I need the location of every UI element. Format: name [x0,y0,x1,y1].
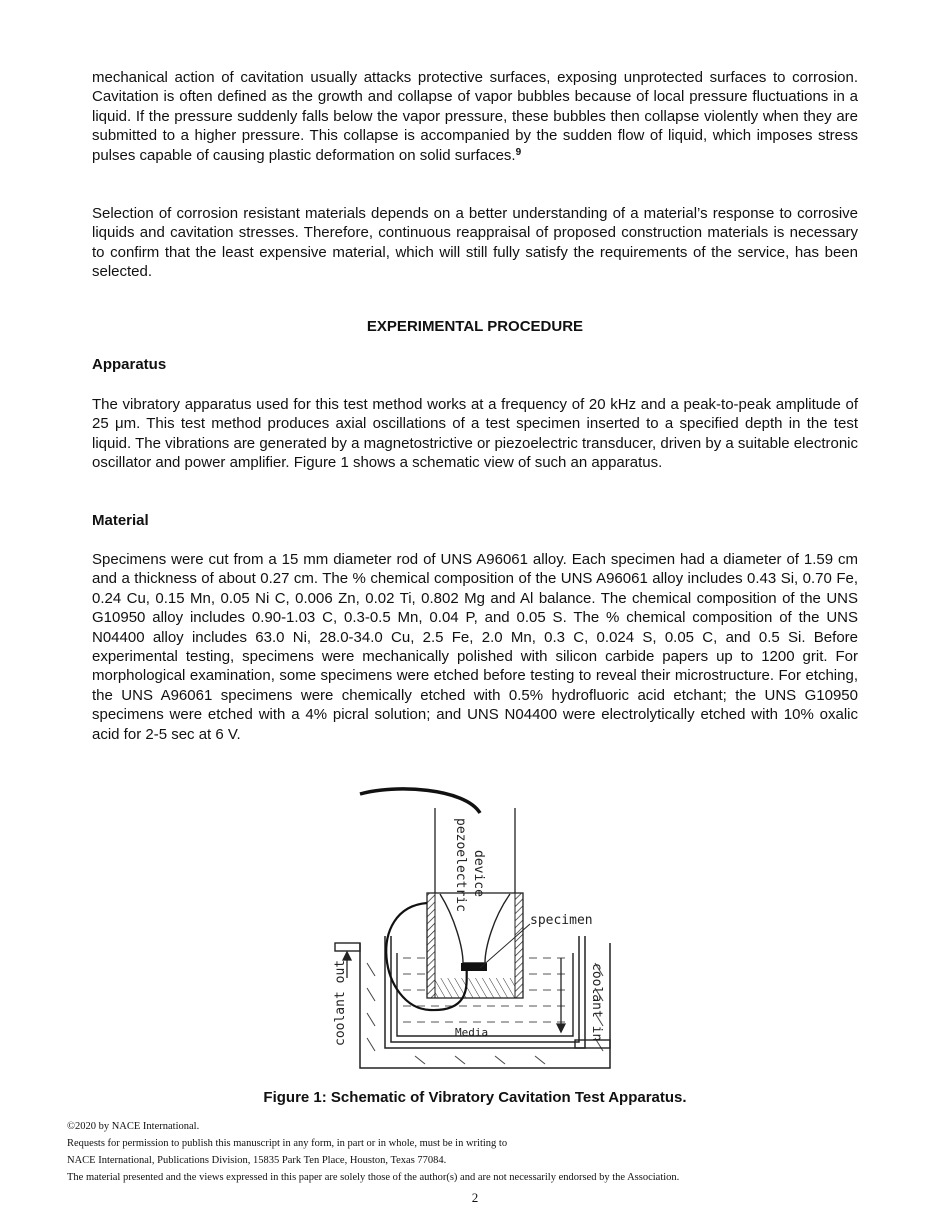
piezoelectric-device [427,808,530,998]
apparatus-heading: Apparatus [92,356,167,373]
reference-superscript: 9 [515,146,522,158]
footer-copyright: ©2020 by NACE International. [67,1121,200,1132]
label-piezoelectric: pezoelectric [453,818,468,912]
figure-caption: Figure 1: Schematic of Vibratory Cavitation Test Apparatus. [263,1089,687,1106]
intro-paragraph-1-text: mechanical action of cavitation usually attacks protective surfaces, exposing unprotected surfaces to corrosion. Cavitation is often defined as the growth and collapse of vapor bubbles because of local pressure fluctuations in a liquid. If the pressure suddenly falls below the vapor pressure, these bubbles then collapse violently when they are submitted to a higher pressure. This collapse is accompanied by the sudden flow of liquid, which imposes stress pulses capable of causing plastic deformation on solid surfaces. [92,69,858,164]
label-specimen: specimen [530,913,593,928]
power-cable [360,789,480,813]
section-title: EXPERIMENTAL PROCEDURE [366,318,584,335]
apparatus-schematic [325,778,625,1078]
apparatus-paragraph: The vibratory apparatus used for this test method works at a frequency of 20 kHz and a peak-to-peak amplitude of 25 μm. This test method produces axial oscillations of a test specimen inserted to a specified depth in the test liquid. The vibrations are generated by a magnetostrictive or piezoelectric transducer, driven by a suitable electronic oscillator and power amplifier. Figure 1 shows a schematic view of such an apparatus. [92,396,858,472]
label-device: device [471,850,486,897]
label-media: Media [455,1026,489,1039]
intro-paragraph-2: Selection of corrosion resistant materials depends on a better understanding of a material’s response to corrosive liquids and cavitation stresses. Therefore, continuous reappraisal of proposed construction materials is necessary to confirm that the least expensive material, which will still fully satisfy the requirements of the service, has been selected. [92,205,858,281]
footer-permissions: Requests for permission to publish this manuscript in any form, in part or in whole, must be in writing to [67,1138,508,1149]
material-heading: Material [92,512,149,529]
label-coolant-in: coolant in [589,963,604,1042]
label-coolant-out: coolant out [333,959,348,1046]
material-paragraph: Specimens were cut from a 15 mm diameter rod of UNS A96061 alloy. Each specimen had a diameter of 1.59 cm and a thickness of about 0.27 cm. The % chemical composition of the UNS A96061 alloy includes 0.43 Si, 0.70 Fe, 0.24 Cu, 0.15 Mn, 0.05 Ni C, 0.006 Zn, 0.02 Ti, 0.802 Mg and Al balance. The chemical composition of the UNS G10950 alloy includes 0.90-1.03 C, 0.3-0.5 Mn, 0.04 P, and 0.05 S. The % chemical composition of the UNS N04400 alloy includes 63.0 Ni, 28.0-34.0 Cu, 2.5 Fe, 2.0 Mn, 0.3 C, 0.024 S, 0.05 C, and 0.5 Si. Before experimental testing, specimens were mechanically polished with silicon carbide papers up to 1200 grit. For morphological examination, some specimens were etched before testing to reveal their microstructure. For etching, the UNS A96061 specimens were chemically etched with 0.5% hydrofluoric acid etchant; the UNS G10950 specimens were etched with a 4% picral solution; and UNS N04400 were electrolytically etched with 10% oxalic acid for 2-5 sec at 6 V. [92,551,858,743]
footer-disclaimer: The material presented and the views expressed in this paper are solely those of the author(s) and are not necessarily endorsed by the Association. [67,1172,680,1183]
intro-paragraph-1 [92,68,858,165]
footer-address: NACE International, Publications Division, 15835 Park Ten Place, Houston, Texas 77084. [67,1155,447,1166]
page-number: 2 [471,1190,479,1205]
